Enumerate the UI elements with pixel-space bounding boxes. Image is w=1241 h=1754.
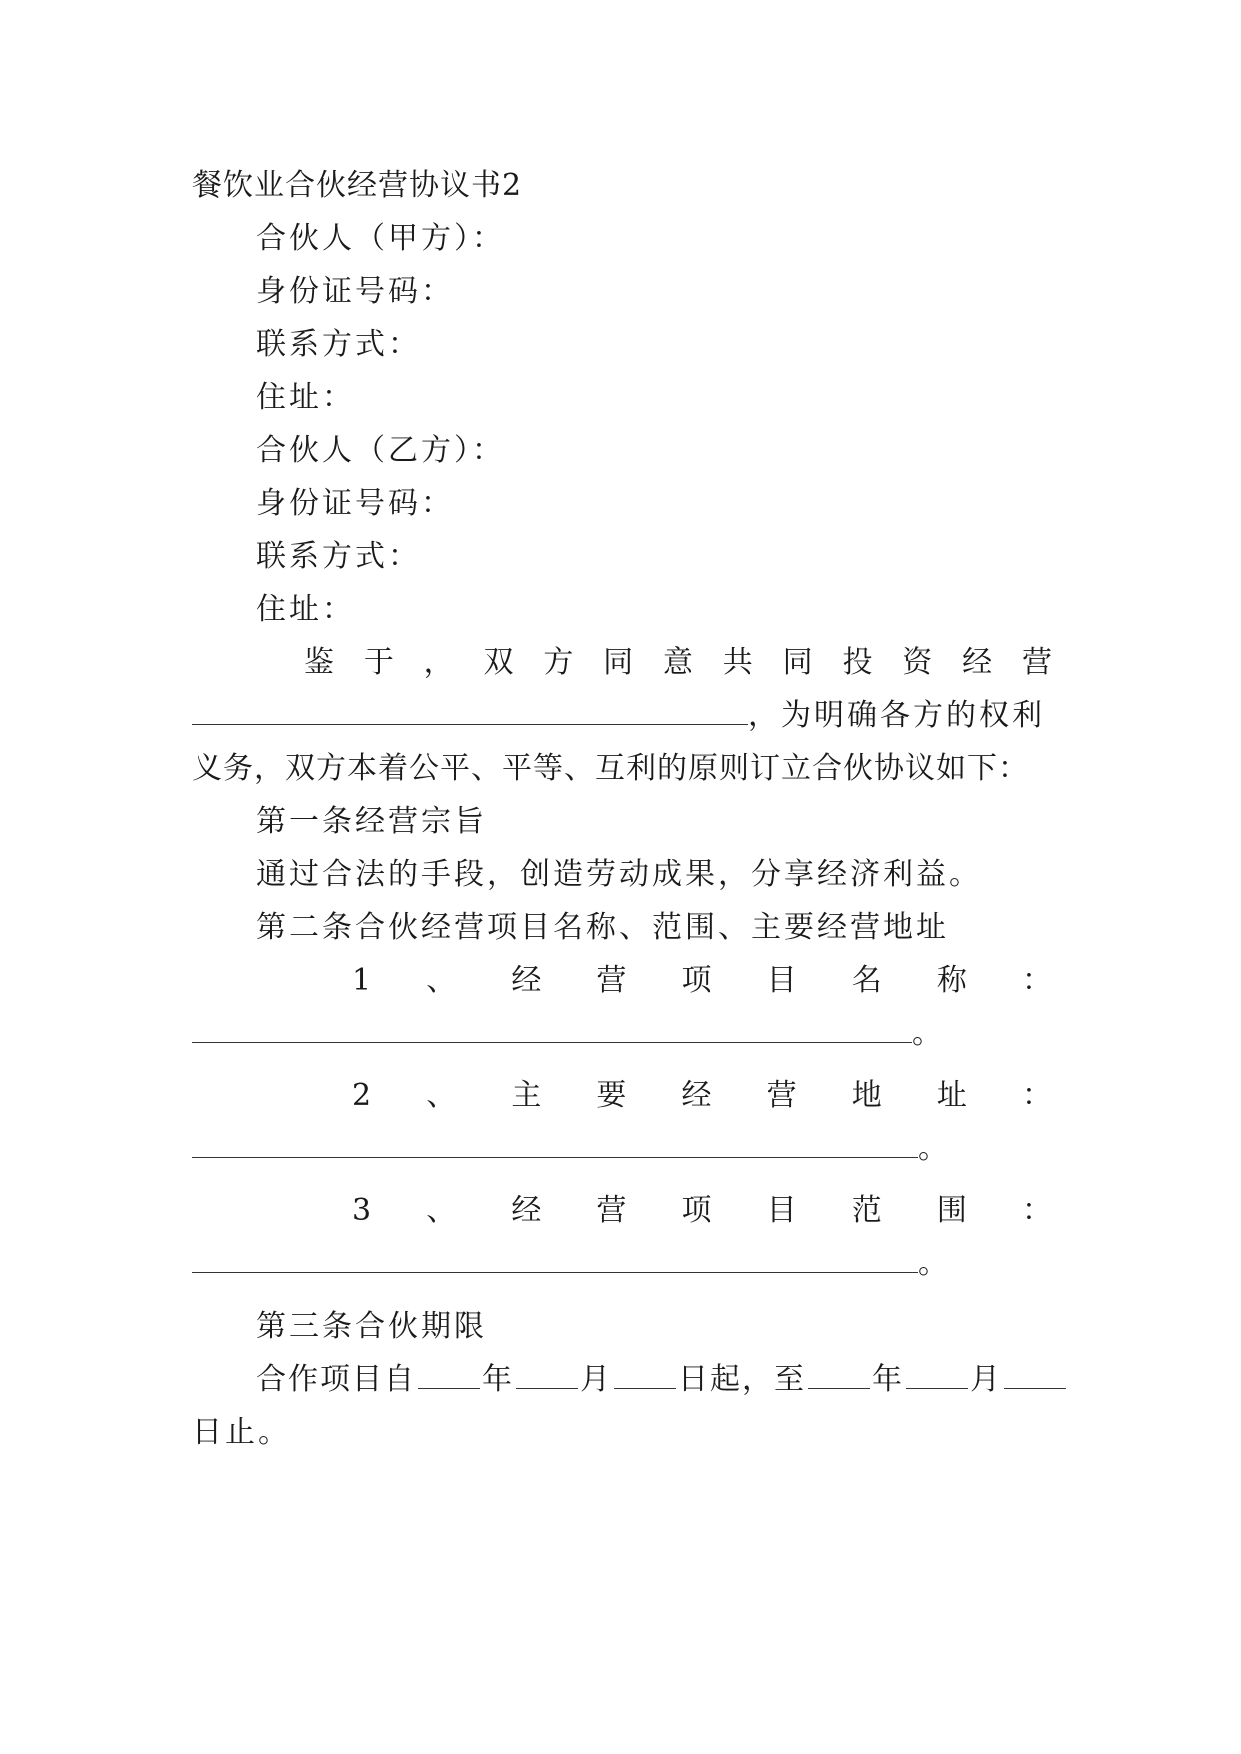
item-char: 、 [426,963,457,998]
item-char: 3 [352,1193,372,1228]
item-char: 项 [681,1193,712,1228]
item-char: 项 [681,963,712,998]
party-a-contact-label: 联系方式： [256,327,421,362]
article2-item2 [352,1076,1052,1116]
period: 。 [918,1246,948,1281]
project-name-blank [192,1014,912,1043]
from-label: 合作项目自 [256,1362,416,1397]
item-char: 主 [511,1078,542,1113]
article3-period-line [256,1360,1052,1400]
party-b-id-label: 身份证号码： [256,486,454,521]
item-char: 、 [426,1078,457,1113]
preamble-line-1 [304,643,1052,683]
item-char: 经 [681,1078,712,1113]
start-day-blank [614,1360,676,1389]
preamble-char: 双 [483,645,514,680]
item-char: 围 [936,1193,967,1228]
item-char: 经 [511,1193,542,1228]
item-char: ： [1021,1193,1052,1228]
item-char: 要 [596,1078,627,1113]
item-char: 目 [766,1193,797,1228]
document-title: 餐饮业合伙经营协议书2 [192,168,523,203]
item-char: 地 [851,1078,882,1113]
item-char: ： [1021,963,1052,998]
day-from-label: 日起，至 [678,1362,806,1397]
article2-item3 [352,1191,1052,1231]
item-char: 经 [511,963,542,998]
preamble-char: 同 [603,645,634,680]
preamble-char: 于 [363,645,394,680]
preamble-line-3: 义务，双方本着公平、平等、互利的原则订立合伙协议如下： [192,751,1029,786]
preamble-char: 方 [543,645,574,680]
item-char: 营 [596,1193,627,1228]
item-char: 范 [851,1193,882,1228]
year-label: 年 [482,1362,514,1397]
article2-item1 [352,961,1052,1001]
preamble-char: 经 [962,645,993,680]
end-month-blank [906,1360,968,1389]
period: 。 [912,1016,942,1051]
party-a-address-label: 住址： [256,380,355,415]
party-a-label: 合伙人（甲方）： [256,221,505,256]
preamble-char: 同 [782,645,813,680]
project-blank [192,696,748,725]
scope-blank [192,1244,918,1273]
article2-item3-blank-row [192,1244,948,1284]
start-month-blank [516,1360,578,1389]
period: 。 [918,1131,948,1166]
article3-end: 日止。 [192,1415,291,1450]
preamble-char: ， [423,645,454,680]
item-char: 2 [352,1078,372,1113]
address-blank [192,1129,918,1158]
preamble-char: 共 [722,645,753,680]
item-char: 目 [766,963,797,998]
article2-item2-blank-row [192,1129,948,1169]
article2-item1-blank-row [192,1014,942,1054]
party-b-address-label: 住址： [256,592,355,627]
party-a-id-label: 身份证号码： [256,274,454,309]
item-char: 1 [352,963,372,998]
month-label: 月 [970,1362,1002,1397]
item-char: 营 [766,1078,797,1113]
preamble-char: 营 [1021,645,1052,680]
month-label: 月 [580,1362,612,1397]
start-year-blank [418,1360,480,1389]
preamble-char: 意 [662,645,693,680]
item-char: 址 [936,1078,967,1113]
article1-heading: 第一条经营宗旨 [256,804,487,839]
preamble-char: 投 [842,645,873,680]
article1-body: 通过合法的手段，创造劳动成果，分享经济利益。 [256,857,982,892]
preamble-char: 鉴 [304,645,334,680]
end-day-blank [1004,1360,1066,1389]
party-b-contact-label: 联系方式： [256,539,421,574]
year-label: 年 [872,1362,904,1397]
article2-heading: 第二条合伙经营项目名称、范围、主要经营地址 [256,910,949,945]
item-char: 、 [426,1193,457,1228]
preamble-char: 资 [902,645,933,680]
preamble-after-blank: ，为明确各方的权利 [748,698,1045,733]
item-char: ： [1021,1078,1052,1113]
end-year-blank [808,1360,870,1389]
item-char: 称 [936,963,967,998]
item-char: 名 [851,963,882,998]
party-b-label: 合伙人（乙方）： [256,433,505,468]
item-char: 营 [596,963,627,998]
preamble-line-2 [192,696,1045,736]
article3-heading: 第三条合伙期限 [256,1309,487,1344]
